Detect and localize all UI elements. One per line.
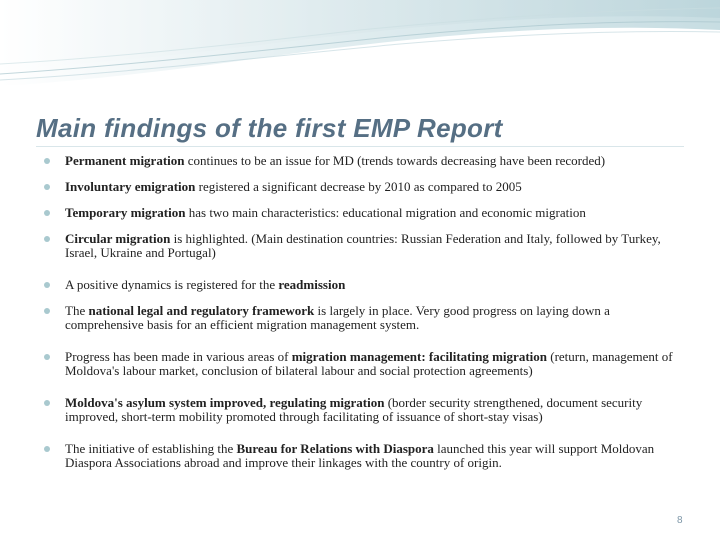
bullet-emphasis: national legal and regulatory framework bbox=[88, 303, 315, 318]
bullet-text: (return, management of Moldova's labour market, conclusion of bilateral labour and social protection agreements) bbox=[65, 349, 673, 378]
bullet-dot-icon bbox=[44, 308, 50, 314]
bullet-dot-icon bbox=[44, 158, 50, 164]
bullet-emphasis: readmission bbox=[278, 277, 346, 292]
bullet-dot-icon bbox=[44, 184, 50, 190]
bullet-dot-icon bbox=[44, 400, 50, 406]
bullet-text: registered a significant decrease by 2010 as compared to 2005 bbox=[195, 179, 522, 194]
bullet-item bbox=[44, 154, 684, 180]
bullet-text: launched this year will support Moldovan Diaspora Associations abroad and improve their linkages with the country of origin. bbox=[65, 441, 655, 470]
bullet-text: has two main characteristics: educational migration and economic migration bbox=[185, 205, 586, 220]
bullet-item bbox=[44, 180, 684, 206]
header-wave-decoration bbox=[0, 0, 720, 100]
bullet-item bbox=[44, 350, 684, 396]
bullet-list bbox=[44, 154, 684, 488]
bullet-emphasis: Involuntary emigration bbox=[65, 179, 196, 194]
bullet-emphasis: Circular migration bbox=[65, 231, 171, 246]
bullet-item bbox=[44, 396, 684, 442]
bullet-emphasis: Temporary migration bbox=[65, 205, 186, 220]
bullet-text: continues to be an issue for MD (trends towards decreasing have been recorded) bbox=[184, 153, 606, 168]
bullet-text: The bbox=[65, 303, 89, 318]
bullet-text: (border security strengthened, document security improved, short-term mobility promoted through facilitating of issuance of short-stay visas) bbox=[65, 395, 643, 424]
bullet-item bbox=[44, 206, 684, 232]
bullet-text: Progress has been made in various areas of bbox=[65, 349, 292, 364]
bullet-item bbox=[44, 232, 684, 278]
bullet-dot-icon bbox=[44, 210, 50, 216]
bullet-dot-icon bbox=[44, 354, 50, 360]
bullet-emphasis: migration management: facilitating migration bbox=[291, 349, 547, 364]
bullet-dot-icon bbox=[44, 282, 50, 288]
slide-title: Main findings of the first EMP Report bbox=[36, 113, 503, 143]
bullet-text: is largely in place. Very good progress on laying down a comprehensive basis for an efficient migration management system. bbox=[65, 303, 610, 332]
title-underline bbox=[36, 146, 684, 147]
bullet-text: is highlighted. (Main destination countries: Russian Federation and Italy, followed by Turkey, Israel, Ukraine and Portugal) bbox=[65, 231, 661, 260]
bullet-dot-icon bbox=[44, 236, 50, 242]
bullet-emphasis: Moldova's asylum system improved, regulating migration bbox=[65, 395, 385, 410]
page-number: 8 bbox=[677, 515, 683, 526]
bullet-dot-icon bbox=[44, 446, 50, 452]
bullet-text: The initiative of establishing the bbox=[65, 441, 237, 456]
bullet-emphasis: Bureau for Relations with Diaspora bbox=[236, 441, 434, 456]
bullet-item bbox=[44, 278, 684, 304]
bullet-emphasis: Permanent migration bbox=[65, 153, 185, 168]
bullet-item bbox=[44, 442, 684, 488]
bullet-item bbox=[44, 304, 684, 350]
bullet-text: A positive dynamics is registered for the bbox=[65, 277, 279, 292]
